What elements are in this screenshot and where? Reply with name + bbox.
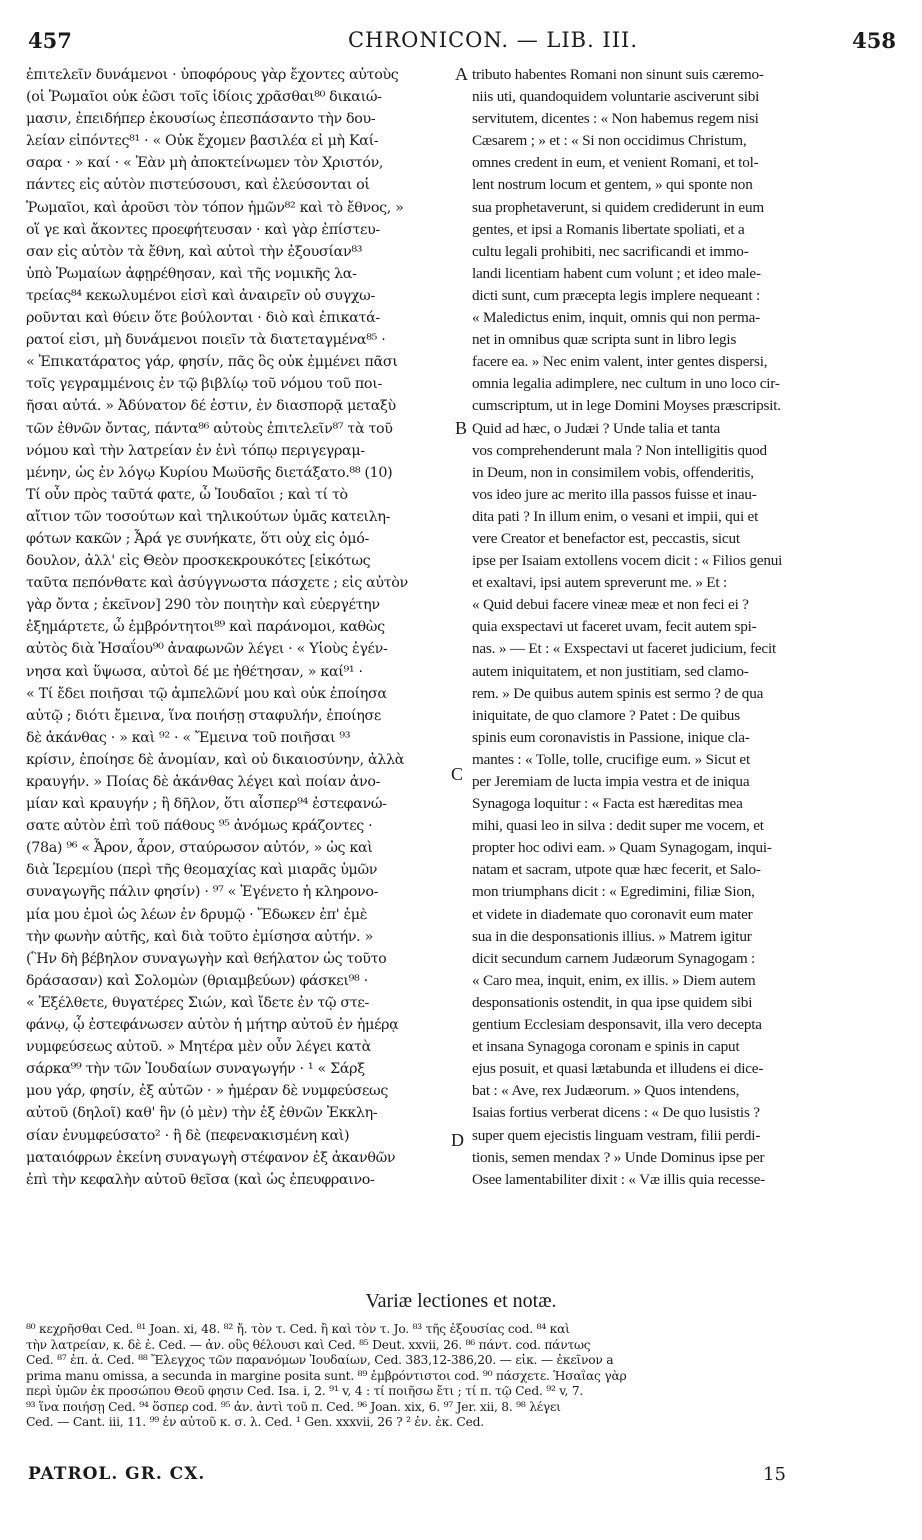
greek-text-line: σίαν ἐνυμφεύσατο² · ἣ δὲ (πεφενακισμένη καὶ) — [26, 1127, 350, 1144]
latin-text-line: sua in die desponsationis illius. » Matrem igitur — [472, 927, 752, 945]
page-footer — [28, 1464, 896, 1490]
greek-text-line: αὐτοῦ (δηλοῖ) καθ' ἣν (ὁ μὲν) τὴν ἐξ ἐθνῶν Ἐκκλη- — [26, 1105, 378, 1122]
greek-text-line: (78a) ⁹⁶ « Ἆρον, ἆρον, σταύρωσον αὐτόν, » ὡς καὶ — [26, 840, 373, 857]
greek-text-line: ρατοί εἰσι, μὴ δυνάμενοι ποιεῖν τὰ διατεταγμένα⁸⁵ · — [26, 332, 386, 349]
latin-text-line: spinis eum coronavistis in Passione, inique cla- — [472, 728, 750, 746]
greek-text-line: δὲ ἀκάνθας · » καὶ ⁹² · « Ἔμεινα τοῦ ποιῆσαι ⁹³ — [26, 729, 351, 746]
greek-text-line: αὐτὸς διὰ Ἡσαΐου⁹⁰ ἀναφωνῶν λέγει · « Υἱοὺς ἐγέν- — [26, 641, 388, 658]
latin-text-line: sua prophetaverunt, si quidem crediderunt in eum — [472, 198, 764, 216]
greek-text-line: ὑπὸ Ῥωμαίων ἀφῃρέθησαν, καὶ τῆς νομικῆς λα- — [26, 265, 357, 282]
greek-text-line: μίαν καὶ κραυγήν ; ἢ δῆλον, ὅτι αἷσπερ⁹⁴ ἐστεφανώ- — [26, 796, 387, 813]
latin-text-line: vos comprehenderunt mala ? Non intelligitis quod — [472, 441, 767, 459]
latin-text-line: super quem ejecistis linguam vestram, filii perdi- — [472, 1126, 761, 1144]
latin-text-line: ejus posuit, et quasi lætabunda et illudens ei dice- — [472, 1060, 764, 1078]
latin-text-line: et exaltavi, ipsi autem spreverunt me. » Et : — [472, 574, 728, 592]
latin-text-line: desponsationis ostendit, in qua ipse quidem sibi — [472, 993, 753, 1011]
latin-text-line: mantes : « Tolle, tolle, crucifige eum. » Sicut et — [472, 750, 750, 768]
latin-text-line: « Maledictus enim, inquit, omnis qui non perma- — [472, 309, 760, 327]
latin-text-line: Quid ad hæc, o Judæi ? Unde talia et tanta — [472, 419, 721, 437]
note-line: ⁹³ ἵνα ποιήσῃ Ced. ⁹⁴ ὅσπερ cod. ⁹⁵ ἀν. ἀντὶ τοῦ π. Ced. ⁹⁶ Joan. xix, 6. ⁹⁷ Jer. xii, 8. ⁹⁸ λέγει — [26, 1399, 561, 1414]
latin-text-line: landi licentiam habent cum volunt ; et ideo male- — [472, 264, 761, 282]
greek-text-line: Τί οὖν πρὸς ταῦτά φατε, ὦ Ἰουδαῖοι ; καὶ τί τὸ — [26, 486, 348, 503]
latin-text-line: gentes, et ipsi a Romanis libertate spoliati, et a — [472, 220, 745, 238]
latin-text-line: per Jeremiam de lucta impia vestra et de iniqua — [472, 773, 750, 790]
margin-marker-d: D — [451, 1130, 464, 1150]
latin-text-line: dicit secundum carnem Judæorum Synagogam : — [472, 949, 756, 967]
latin-text-line: Cæsarem ; » et : « Si non occidimus Christum, — [472, 132, 747, 150]
note-line: τὴν λατρείαν, κ. δὲ ἐ. Ced. — ἀν. οὓς θέλουσι καὶ Ced. ⁸⁵ Deut. xxvii, 26. ⁸⁶ πάντ. cod. πάντως — [26, 1337, 591, 1352]
greek-text-line: οἵ γε καὶ ἄκοντες προεφήτευσαν · καὶ γὰρ ἐπίστευ- — [26, 221, 380, 238]
latin-text-line: mihi, quasi leo in silva : dedit super me vocem, et — [472, 817, 764, 835]
greek-text-line: ῆσαι αὐτά. » Ἀδύνατον δέ ἐστιν, ἐν διασπορᾷ μεταξὺ — [26, 398, 396, 415]
greek-text-line: τρείας⁸⁴ κεκωλυμένοι εἰσὶ καὶ ἀναιρεῖν οὐ συγχω- — [26, 287, 375, 304]
greek-text-line: μένην, ὡς ἐν λόγῳ Κυρίου Μωϋσῆς διετάξατο.⁸⁸ (10) — [26, 464, 393, 481]
latin-text-line: vos ideo jure ac merito illa passos fuisse et inau- — [472, 485, 757, 503]
greek-text-line: Ῥωμαῖοι, καὶ ἀροῦσι τὸν τόπον ἡμῶν⁸² καὶ τὸ ἔθνος, » — [26, 199, 404, 216]
latin-text-line: vere Creator et benefactor est, peccastis, sicut — [472, 529, 740, 547]
greek-text-line: « Τί ἔδει ποιῆσαι τῷ ἀμπελῶνί μου καὶ οὐκ ἐποίησα — [26, 685, 387, 702]
latin-text-line: bat : « Ave, rex Judæorum. » Quos intendens, — [472, 1082, 740, 1100]
latin-text-column — [472, 64, 898, 1191]
latin-text-line: niis uti, quandoquidem voluntarie asciverunt sibi — [472, 88, 760, 106]
running-title: CHRONICON. — LIB. III. — [347, 28, 638, 52]
greek-text-line: ματαιόφρων ἐκείνη συναγωγὴ στέφανον ἐξ ἀκανθῶν — [26, 1149, 396, 1166]
latin-text-line: et insana Synagoga coronam e spinis in caput — [472, 1038, 740, 1056]
latin-text-line: ipse per Isaiam extollens vocem dicit : « Filios genui — [472, 552, 783, 570]
latin-text-line: Osee lamentabiliter dixit : « Væ illis quia recesse- — [472, 1170, 765, 1188]
page-header — [28, 28, 896, 60]
greek-text-line: μία μου ἐμοὶ ὡς λέων ἐν δρυμῷ · Ἔδωκεν ἐπ' ἐμὲ — [26, 906, 368, 923]
note-line: περὶ ὑμῶν ἐκ προσώπου Θεοῦ φησιν Ced. Isa. i, 2. ⁹¹ v, 4 : τί ποιῆσω ἔτι ; τί π. τῷ Ced. ⁹² v, 7. — [26, 1384, 584, 1398]
latin-text-line: rem. » De quibus autem spinis est sermo ? de qua — [472, 684, 764, 702]
greek-text-line: λείαν εἰπόντες⁸¹ · « Οὐκ ἔχομεν βασιλέα εἰ μὴ Καί- — [26, 133, 379, 150]
greek-text-line: ἐξημάρτετε, ὦ ἐμβρόντητοι⁸⁹ καὶ παράνομοι, καθὼς — [26, 619, 385, 636]
latin-text-line: tionis, semen mendax ? » Unde Dominus ipse per — [472, 1148, 765, 1166]
latin-text-line: Isaias fortius verberat dicens : « De quo lusistis ? — [472, 1104, 760, 1122]
note-line: Ced. — Cant. iii, 11. ⁹⁹ ἐν αὐτοῦ κ. σ. λ. Ced. ¹ Gen. xxxvii, 26 ? ² ἐν. ἐκ. Ced. — [26, 1415, 484, 1429]
greek-text-line: ἐπιτελεῖν δυνάμενοι · ὑποφόρους γὰρ ἔχοντες αὐτοὺς — [26, 67, 399, 83]
latin-text-line: « Quid debui facere vineæ meæ et non feci ei ? — [472, 596, 749, 614]
latin-text-line: tributo habentes Romani non sinunt suis cæremo- — [472, 66, 764, 83]
greek-text-line: τῶν ἐθνῶν ὄντας, πάντα⁸⁶ αὐτοὺς ἐπιτελεῖν⁸⁷ τὰ τοῦ — [26, 420, 393, 437]
greek-text-line: μου γάρ, φησίν, ἐξ αὐτῶν · » ἡμέραν δὲ νυμφεύσεως — [26, 1083, 389, 1100]
greek-text-column — [26, 64, 458, 1191]
latin-text-line: iniquitate, de quo clamore ? Patet : De quibus — [472, 706, 740, 724]
greek-text-line: τὴν φωνὴν αὐτῆς, καὶ διὰ τοῦτο ἐμίσησα αὐτήν. » — [26, 928, 373, 945]
page-number-left: 457 — [28, 28, 72, 53]
greek-text-line: « Ἐξέλθετε, θυγατέρες Σιών, καὶ ἴδετε ἐν τῷ στε- — [26, 994, 369, 1011]
margin-marker-c: C — [451, 764, 464, 784]
greek-text-line: φότων κακῶν ; Ἆρά γε συνήκατε, ὅτι οὐχ εἰς ὁμό- — [26, 530, 369, 547]
greek-text-line: ροῦνται καὶ θύειν ὅτε βούλονται · διὸ καὶ ἐπικατά- — [26, 310, 380, 327]
greek-text-line: « Ἐπικατάρατος γάρ, φησίν, πᾶς ὃς οὐκ ἐμμένει πᾶσι — [26, 354, 398, 371]
greek-text-line: κρίσιν, ἐποίησε δὲ ἀνομίαν, καὶ οὐ δικαιοσύνην, ἀλλὰ — [26, 751, 405, 768]
greek-text-line: σατε αὐτὸν ἐπὶ τοῦ πάθους ⁹⁵ ἀνόμως κράζοντες · — [26, 818, 373, 835]
greek-text-line: διὰ Ἱερεμίου (περὶ τῆς θεομαχίας καὶ μιαρᾶς ὑμῶν — [26, 862, 378, 879]
greek-text-line: αἴτιον τῶν τοσούτων καὶ τηλικούτων ὑμᾶς κατειλη- — [26, 508, 391, 525]
greek-text-line: νησα καὶ ὕψωσα, αὐτοὶ δέ με ἠθέτησαν, » καί⁹¹ · — [26, 663, 363, 680]
greek-text-line: γὰρ ὄντα ; ἐκεῖνον] 290 τὸν ποιητὴν καὶ εὐεργέτην — [26, 597, 380, 614]
greek-text-line: πάντες εἰς αὐτὸν πιστεύσουσι, καὶ ἐλεύσονται οἱ — [26, 177, 370, 194]
greek-text-line: ταῦτα πεπόνθατε καὶ ἀσύγγνωστα πάσχετε ; εἰς αὐτὸν — [26, 575, 408, 592]
latin-text-line: mon triumphans dicit : « Egredimini, filiæ Sion, — [472, 883, 755, 901]
notes-heading: Variæ lectiones et notæ. — [365, 1290, 557, 1312]
latin-text-line: natam et sacram, utpote quæ hæc fecerit, et Salo- — [472, 861, 761, 879]
greek-text-line: σαρα · » καί · « Ἐὰν μὴ ἀποκτείνωμεν τὸν Χριστόν, — [26, 155, 384, 172]
greek-text-line: σαν εἰς αὐτὸν τὰ ἔθνη, καὶ αὐτοὶ τὴν ἐξουσίαν⁸³ — [26, 243, 363, 260]
latin-text-line: quia exspectavi ut faceret uvam, fecit autem spi- — [472, 618, 757, 636]
latin-text-line: propter hoc odivi eam. » Quam Synagogam, inqui- — [472, 839, 772, 857]
page-number-right: 458 — [852, 28, 896, 53]
latin-text-line: Synagoga loquitur : « Facta est hæreditas mea — [472, 795, 743, 813]
latin-text-line: servitutem, dicentes : « Non habemus regem nisi — [472, 110, 759, 128]
variant-notes — [26, 1322, 906, 1431]
latin-text-line: net in omnibus quæ scripta sunt in libro legis — [472, 331, 737, 349]
greek-text-line: (Ἣν δὴ βέβηλον συναγωγὴν καὶ θεήλατον ὡς τοῦτο — [26, 950, 387, 967]
latin-text-line: gentium Ecclesiam desponsavit, illa vero decepta — [472, 1016, 762, 1034]
greek-text-line: αὐτῷ ; διότι ἔμεινα, ἵνα ποιήσῃ σταφυλήν, ἐποίησε — [26, 707, 381, 724]
latin-text-line: nas. » — Et : « Exspectavi ut faceret judicium, fecit — [472, 640, 777, 658]
latin-text-line: « Caro mea, inquit, enim, ex illis. » Diem autem — [472, 971, 756, 989]
latin-text-line: omnia legalia adimplere, nec cultum in uno loco cir- — [472, 375, 780, 393]
greek-text-line: φάνῳ, ᾧ ἐστεφάνωσεν αὐτὸν ἡ μήτηρ αὐτοῦ ἐν ἡμέρᾳ — [26, 1017, 399, 1034]
latin-text-line: cultu legali prohibiti, nec sacrificandi et immo- — [472, 242, 749, 260]
greek-text-line: σάρκα⁹⁹ τὴν τῶν Ἰουδαίων συναγωγήν · ¹ « Σάρξ — [26, 1061, 365, 1078]
greek-text-line: μασιν, ἐπειδήπερ ἑκουσίως ἐπεσπάσαντο τὴν δου- — [26, 111, 376, 128]
greek-text-line: τοῖς γεγραμμένοις ἐν τῷ βιβλίῳ τοῦ νόμου τοῦ ποι- — [26, 376, 382, 393]
latin-text-line: cumscriptum, ut in lege Domini Moyses præscripsit. — [472, 397, 781, 415]
greek-text-line: νυμφεύσεως αὐτοῦ. » Μητέρα μὲν οὖν λέγει κατὰ — [26, 1039, 371, 1056]
note-line: Ced. ⁸⁷ ἐπ. ἀ. Ced. ⁸⁸ Ἔλεγχος τῶν παρανόμων Ἰουδαίων, Ced. 383,12-386,20. — εἰκ. — ἐκεῖνον a — [26, 1353, 614, 1367]
signature-mark: PATROL. GR. CX. — [28, 1464, 206, 1484]
note-line: ⁸⁰ κεχρῆσθαι Ced. ⁸¹ Joan. xi, 48. ⁸² ἤ. τὸν τ. Ced. ἢ καὶ τὸν τ. Jo. ⁸³ τῆς ἐξουσίας cod. ⁸⁴ καὶ — [26, 1322, 570, 1336]
margin-marker-a: A — [455, 64, 468, 84]
latin-text-line: facere ea. » Nec enim valent, inter gentes dispersi, — [472, 353, 768, 371]
greek-text-line: κραυγήν. » Ποίας δὲ ἀκάνθας λέγει καὶ ποίαν ἀνο- — [26, 774, 381, 790]
latin-text-line: omnes credent in eum, et venient Romani, et tol- — [472, 154, 759, 172]
latin-text-line: dicti sunt, cum præcepta legis implere nequeant : — [472, 286, 760, 304]
greek-text-line: ἐπὶ τὴν κεφαλὴν αὐτοῦ θεῖσα (καὶ ὡς ἐπευφραινο- — [26, 1171, 375, 1188]
note-line: prima manu omissa, a secunda in margine posita sunt. ⁸⁹ ἐμβρόντιστοι cod. ⁹⁰ πάσχετε. Ἡσαΐας γὰρ — [26, 1368, 627, 1383]
greek-text-line: δράσασαν) καὶ Σολομὼν (θριαμβεύων) φάσκει⁹⁸ · — [26, 972, 368, 989]
greek-text-line: νόμου καὶ τὴν λατρείαν ἐν ἑνὶ τόπῳ περιγεγραμ- — [26, 442, 365, 459]
latin-text-line: autem iniquitatem, et non justitiam, sed clamo- — [472, 662, 749, 680]
latin-text-line: dita pati ? In illum enim, o vesani et impii, qui et — [472, 507, 759, 525]
greek-text-line: συναγωγῆς πάλιν φησίν) · ⁹⁷ « Ἐγένετο ἡ κληρονο- — [26, 884, 379, 901]
greek-text-line: δουλον, ἀλλ' εἰς Θεὸν προσκεκρουκότες [εἰκότως — [26, 553, 371, 570]
sheet-number: 15 — [763, 1464, 786, 1485]
latin-text-line: in Deum, non in consimilem vobis, offenderitis, — [472, 463, 754, 481]
greek-text-line: (οἱ Ῥωμαῖοι οὐκ ἐῶσι τοῖς ἰδίοις χρᾶσθαι⁸⁰ δικαιώ- — [26, 89, 382, 106]
latin-text-line: lent nostrum locum et gentem, » qui sponte non — [472, 176, 753, 194]
margin-marker-b: B — [455, 418, 468, 438]
latin-text-line: et videte in diademate quo coronavit eum mater — [472, 905, 753, 923]
